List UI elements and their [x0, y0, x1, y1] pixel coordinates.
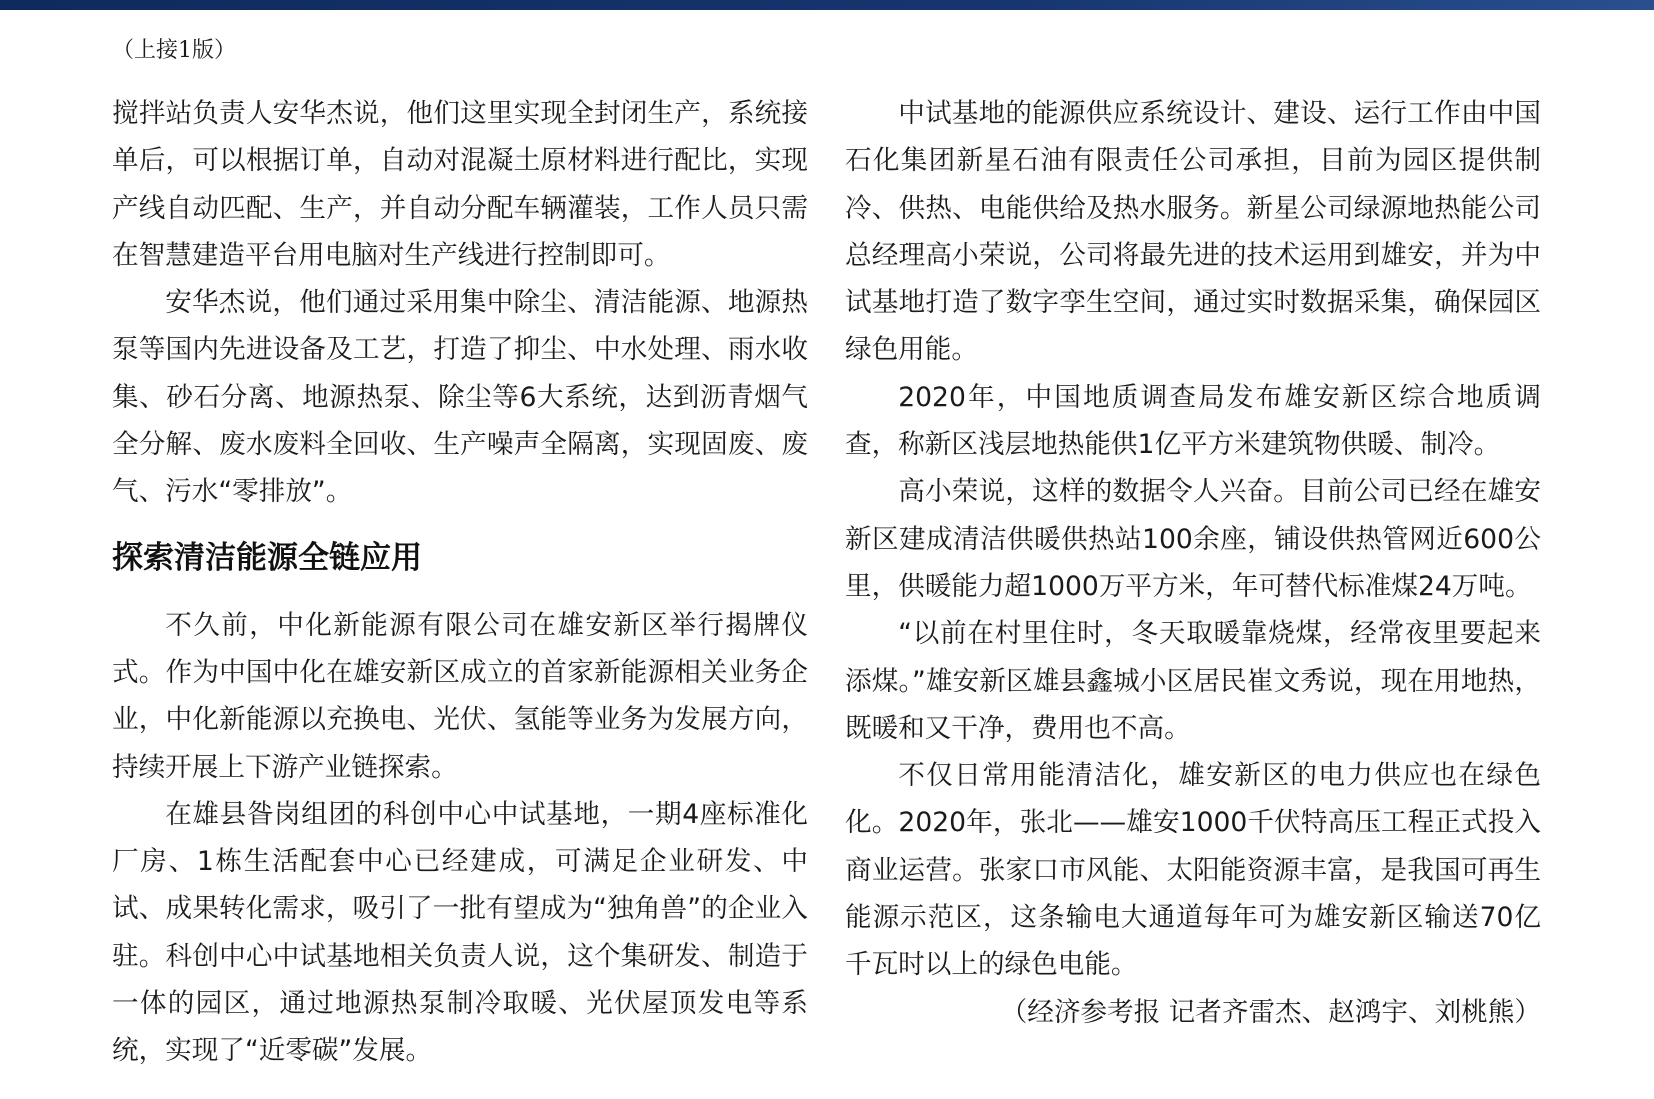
left-paragraph-2: 安华杰说，他们通过采用集中除尘、清洁能源、地源热泵等国内先进设备及工艺，打造了抑尘、中水处理、雨水收集、砂石分离、地源热泵、除尘等6大系统，达到沥青烟气全分解、废水废料全回收、生产噪声全隔离，实现固废、废气、污水“零排放”。 — [112, 287, 808, 508]
article-right-column — [845, 90, 1541, 1036]
article-left-column — [112, 90, 808, 1075]
continued-note: （上接1版） — [112, 38, 236, 63]
left-paragraph-3: 不久前，中化新能源有限公司在雄安新区举行揭牌仪式。作为中国中化在雄安新区成立的首家新能源相关业务企业，中化新能源以充换电、光伏、氢能等业务为发展方向，持续开展上下游产业链探索。 — [112, 609, 808, 783]
section-heading: 探索清洁能源全链应用 — [112, 539, 422, 576]
right-paragraph-1: 中试基地的能源供应系统设计、建设、运行工作由中国石化集团新星石油有限责任公司承担，目前为园区提供制冷、供热、电能供给及热水服务。新星公司绿源地热能公司总经理高小荣说，公司将最先进的技术运用到雄安，并为中试基地打造了数字孪生空间，通过实时数据采集，确保园区绿色用能。 — [845, 98, 1541, 366]
right-paragraph-5: 不仅日常用能清洁化，雄安新区的电力供应也在绿色化。2020年，张北——雄安1000千伏特高压工程正式投入商业运营。张家口市风能、太阳能资源丰富，是我国可再生能源示范区，这条输电大通道每年可为雄安新区输送70亿千瓦时以上的绿色电能。 — [845, 760, 1541, 981]
right-paragraph-3: 高小荣说，这样的数据令人兴奋。目前公司已经在雄安新区建成清洁供暖供热站100余座，铺设供热管网近600公里，供暖能力超1000万平方米，年可替代标准煤24万吨。 — [845, 476, 1541, 602]
top-banner-bar — [0, 0, 1654, 10]
right-paragraph-4: “以前在村里住时，冬天取暖靠烧煤，经常夜里要起来添煤。”雄安新区雄县鑫城小区居民崔文秀说，现在用地热，既暖和又干净，费用也不高。 — [845, 618, 1541, 744]
right-paragraph-2: 2020年，中国地质调查局发布雄安新区综合地质调查，称新区浅层地热能供1亿平方米建筑物供暖、制冷。 — [845, 381, 1541, 461]
left-paragraph-1: 搅拌站负责人安华杰说，他们这里实现全封闭生产，系统接单后，可以根据订单，自动对混凝土原材料进行配比，实现产线自动匹配、生产，并自动分配车辆灌装，工作人员只需在智慧建造平台用电脑对生产线进行控制即可。 — [112, 98, 808, 271]
article-byline: （经济参考报 记者齐雷杰、赵鸿宇、刘桃熊） — [1000, 996, 1541, 1028]
left-paragraph-4: 在雄县昝岗组团的科创中心中试基地，一期4座标准化厂房、1栋生活配套中心已经建成，可满足企业研发、中试、成果转化需求，吸引了一批有望成为“独角兽”的企业入驻。科创中心中试基地相关负责人说，这个集研发、制造于一体的园区，通过地源热泵制冷取暖、光伏屋顶发电等系统，实现了“近零碳”发展。 — [112, 798, 808, 1067]
